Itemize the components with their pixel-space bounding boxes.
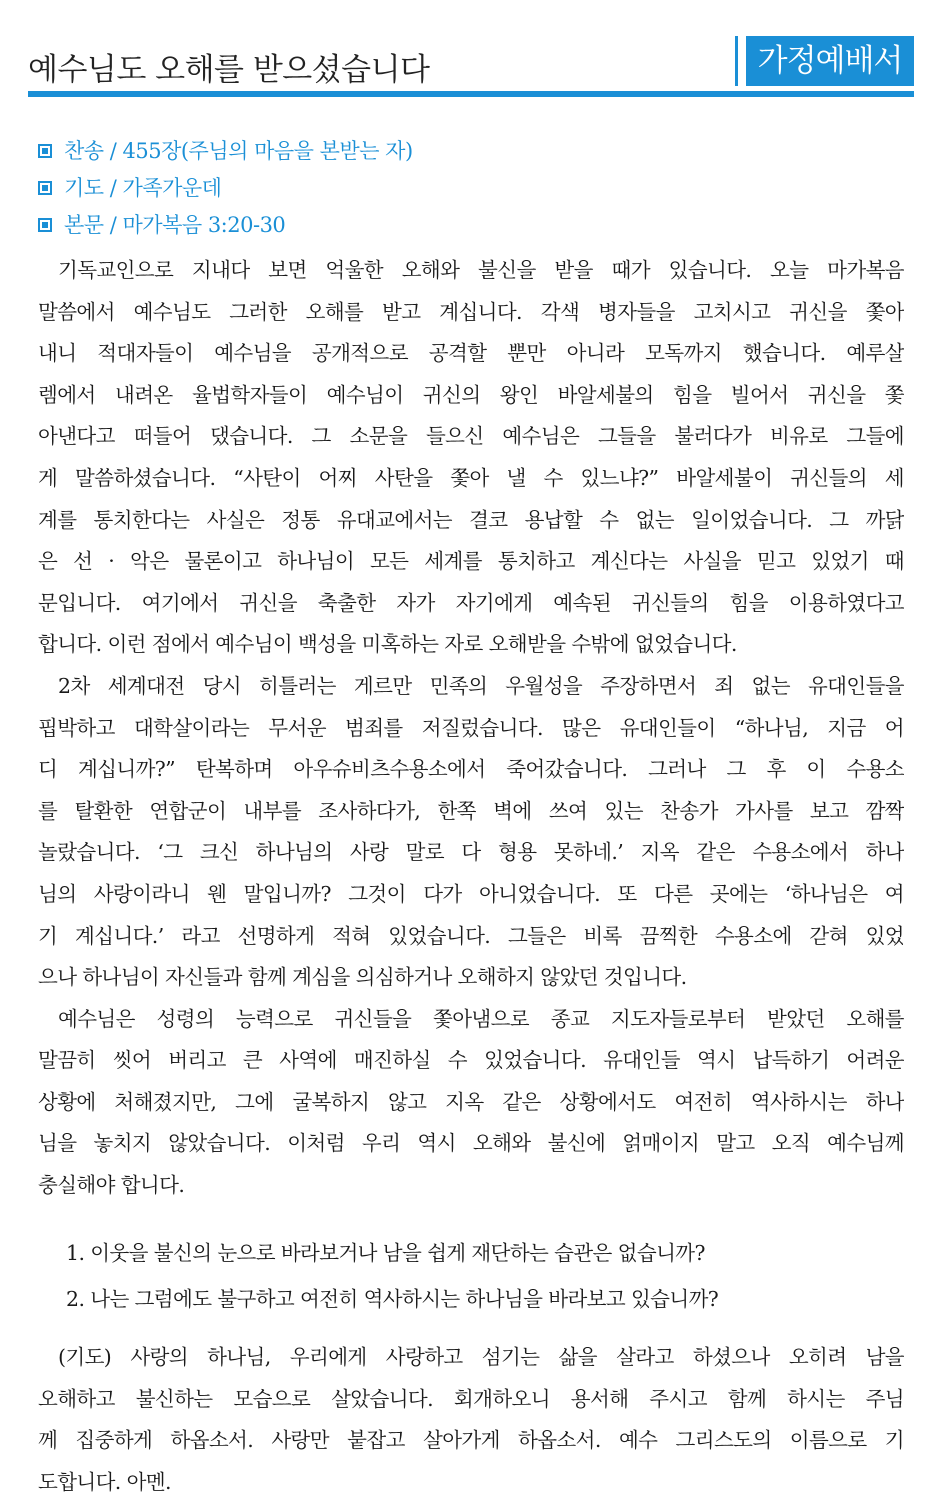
text-line: 아낸다고 떠들어 댔습니다. 그 소문을 들으신 예수님은 그들을 불러다가 비유로 그들에	[38, 424, 904, 449]
page-title: 예수님도 오해를 받으셨습니다	[28, 52, 430, 88]
paragraph-2	[38, 666, 904, 999]
text-line: 상황에 처해졌지만, 그에 굴복하지 않고 지옥 같은 상황에서도 여전히 역사하시는 하나	[38, 1089, 904, 1114]
scripture-text: 본문 / 마가복음 3:20-30	[64, 213, 286, 237]
worship-info	[38, 133, 908, 244]
hymn-text: 찬송 / 455장(주님의 마음을 본받는 자)	[64, 139, 413, 163]
paragraph-1	[38, 250, 904, 666]
text-line: 계를 통치한다는 사실은 정통 유대교에서는 결코 용납할 수 없는 일이었습니다. 그 까닭	[38, 507, 904, 532]
sermon-body	[38, 250, 904, 1207]
text-line: 문입니다. 여기에서 귀신을 축출한 자가 자기에게 예속된 귀신들의 힘을 이용하였다고	[38, 590, 904, 615]
text-line: 충실해야 합니다.	[38, 1173, 185, 1198]
text-line: 말끔히 씻어 버리고 큰 사역에 매진하실 수 있었습니다. 유대인들 역시 납득하기 어려운	[38, 1048, 904, 1073]
text-line: 님을 놓치지 않았습니다. 이처럼 우리 역시 오해와 불신에 얽매이지 말고 오직 예수님께	[38, 1131, 904, 1156]
closing-prayer	[38, 1337, 904, 1503]
text-line: 내니 적대자들이 예수님을 공개적으로 공격할 뿐만 아니라 모독까지 했습니다. 예루살	[38, 341, 904, 366]
question-2: 2. 나는 그럼에도 불구하고 여전히 역사하시는 하나님을 바라보고 있습니까?	[66, 1287, 719, 1311]
text-line: 기 계십니다.’ 라고 선명하게 적혀 있었습니다. 그들은 비록 끔찍한 수용소에 갇혀 있었	[38, 923, 904, 948]
text-line: 님의 사랑이라니 웬 말입니까? 그것이 다가 아니었습니다. 또 다른 곳에는 ‘하나님은 여	[38, 881, 904, 906]
text-line: 도합니다. 아멘.	[38, 1469, 171, 1494]
text-line: 놀랐습니다. ‘그 크신 하나님의 사랑 말로 다 형용 못하네.’ 지옥 같은 수용소에서 하나	[38, 840, 904, 865]
square-bullet-icon	[38, 144, 52, 158]
section-badge: 가정예배서	[746, 36, 914, 86]
text-line: 오해하고 불신하는 모습으로 살았습니다. 회개하오니 용서해 주시고 함께 하시는 주님	[38, 1386, 904, 1411]
text-line: 합니다. 이런 점에서 예수님이 백성을 미혹하는 자로 오해받을 수밖에 없었습니다.	[38, 632, 737, 657]
prayer-text: 기도 / 가족가운데	[64, 176, 222, 200]
text-line: 2차 세계대전 당시 히틀러는 게르만 민족의 우월성을 주장하면서 죄 없는 유대인들을	[58, 673, 904, 698]
header-rule	[28, 91, 914, 97]
reflection-questions	[66, 1230, 906, 1322]
text-line: 은 선 · 악은 물론이고 하나님이 모든 세계를 통치하고 계신다는 사실을 믿고 있었기 때	[38, 549, 904, 574]
question-1: 1. 이웃을 불신의 눈으로 바라보거나 남을 쉽게 재단하는 습관은 없습니까?	[66, 1241, 705, 1265]
text-line: 렘에서 내려온 율법학자들이 예수님이 귀신의 왕인 바알세불의 힘을 빌어서 귀신을 쫓	[38, 382, 904, 407]
text-line: 말씀에서 예수님도 그러한 오해를 받고 계십니다. 각색 병자들을 고치시고 귀신을 쫓아	[38, 299, 904, 324]
hymn-line	[38, 133, 908, 170]
text-line: 핍박하고 대학살이라는 무서운 범죄를 저질렀습니다. 많은 유대인들이 “하나님, 지금 어	[38, 715, 904, 740]
text-line: (기도) 사랑의 하나님, 우리에게 사랑하고 섬기는 삶을 살라고 하셨으나 오히려 남을	[58, 1345, 904, 1369]
text-line: 예수님은 성령의 능력으로 귀신들을 쫓아냄으로 종교 지도자들로부터 받았던 오해를	[58, 1006, 904, 1031]
prayer-line	[38, 170, 908, 207]
scripture-line	[38, 207, 908, 244]
text-line: 께 집중하게 하옵소서. 사랑만 붙잡고 살아가게 하옵소서. 예수 그리스도의 이름으로 기	[38, 1428, 904, 1453]
square-bullet-icon	[38, 181, 52, 195]
square-bullet-icon	[38, 218, 52, 232]
text-line: 게 말씀하셨습니다. “사탄이 어찌 사탄을 쫓아 낼 수 있느냐?” 바알세불이 귀신들의 세	[38, 465, 904, 490]
text-line: 기독교인으로 지내다 보면 억울한 오해와 불신을 받을 때가 있습니다. 오늘 마가복음	[58, 258, 904, 282]
paragraph-3	[38, 999, 904, 1207]
text-line: 디 계십니까?” 탄복하며 아우슈비츠수용소에서 죽어갔습니다. 그러나 그 후 이 수용소	[38, 757, 904, 782]
page-header	[28, 36, 914, 94]
badge-divider	[735, 36, 738, 86]
text-line: 으나 하나님이 자신들과 함께 계심을 의심하거나 오해하지 않았던 것입니다.	[38, 965, 687, 990]
text-line: 를 탈환한 연합군이 내부를 조사하다가, 한쪽 벽에 쓰여 있는 찬송가 가사를 보고 깜짝	[38, 798, 904, 823]
